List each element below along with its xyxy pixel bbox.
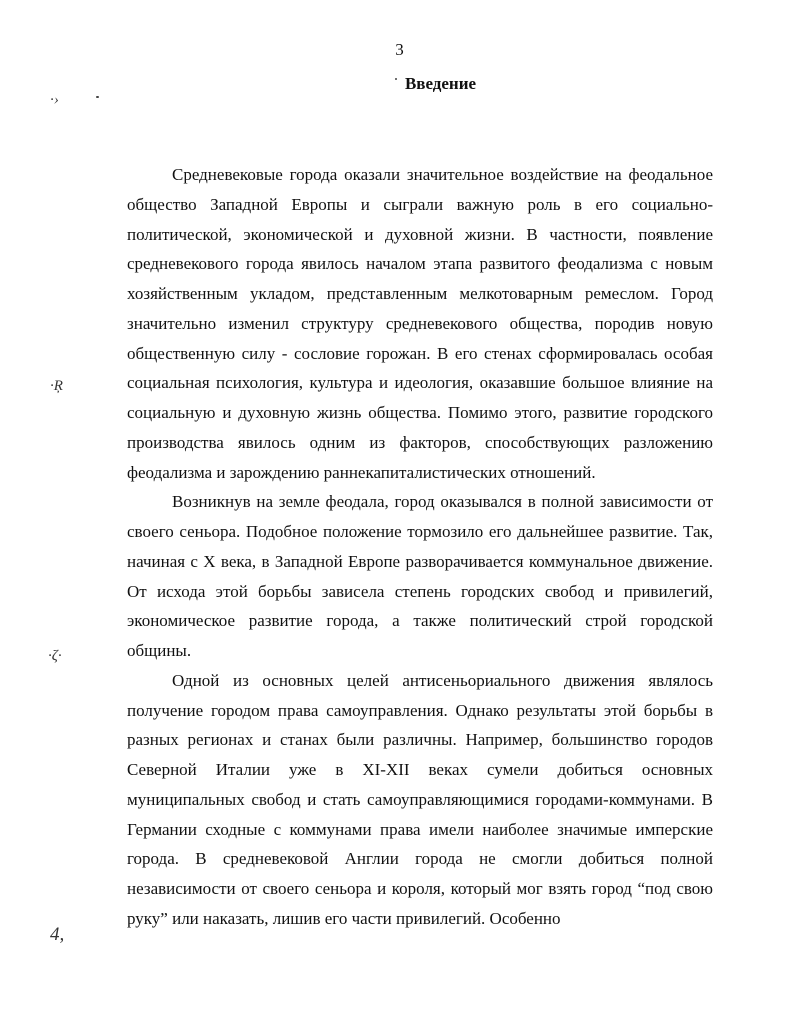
margin-mark-3: ·ζ· (48, 648, 62, 664)
page-number: 3 (395, 40, 404, 59)
paragraph-2: Возникнув на земле феодала, город оказывался в полной зависимости от своего сеньора. Подобное положение тормозило его дальнейшее развитие. Так, начиная с X века, в Западной Европе разворачивается коммунальное движение. От исхода этой борьбы зависела степень городских свобод и привилегий, экономическое развитие города, а также политический строй городской общины. (127, 492, 713, 660)
margin-mark-1: ·› (50, 92, 59, 108)
margin-mark-2: ·Ŗ (50, 378, 63, 394)
margin-mark-4: 4, (50, 924, 65, 945)
scan-speck (395, 78, 397, 80)
section-heading: Введение (404, 74, 477, 93)
scan-speck (96, 96, 99, 98)
body-text (127, 160, 713, 934)
paragraph-1: Средневековые города оказали значительное воздействие на феодальное общество Западной Европы и сыграли важную роль в его социально-политической, экономической и духовной жизни. В частности, появление средневекового города явилось началом этапа развитого феодализма с новым хозяйственным укладом, представленным мелкотоварным ремеслом. Город значительно изменил структуру средневекового общества, породив новую общественную силу - сословие горожан. В его стенах сформировалась особая социальная психология, культура и идеология, оказавшие большое влияние на социальную и духовную жизнь общества. Помимо этого, развитие городского производства явилось одним из факторов, способствующих разложению феодализма и зарождению раннекапиталистических отношений. (127, 165, 713, 482)
paragraph-3: Одной из основных целей антисеньориального движения являлось получение городом права самоуправления. Однако результаты этой борьбы в разных регионах и станах были различны. Например, большинство городов Северной Италии уже в XI-XII веках сумели добиться основных муниципальных свобод и стать самоуправляющимися городами-коммунами. В Германии сходные с коммунами права имели наиболее значимые имперские города. В средневековой Англии города не смогли добиться полной независимости от своего сеньора и короля, который мог взять город “под свою руку” или наказать, лишив его части привилегий. Особенно (127, 670, 713, 928)
